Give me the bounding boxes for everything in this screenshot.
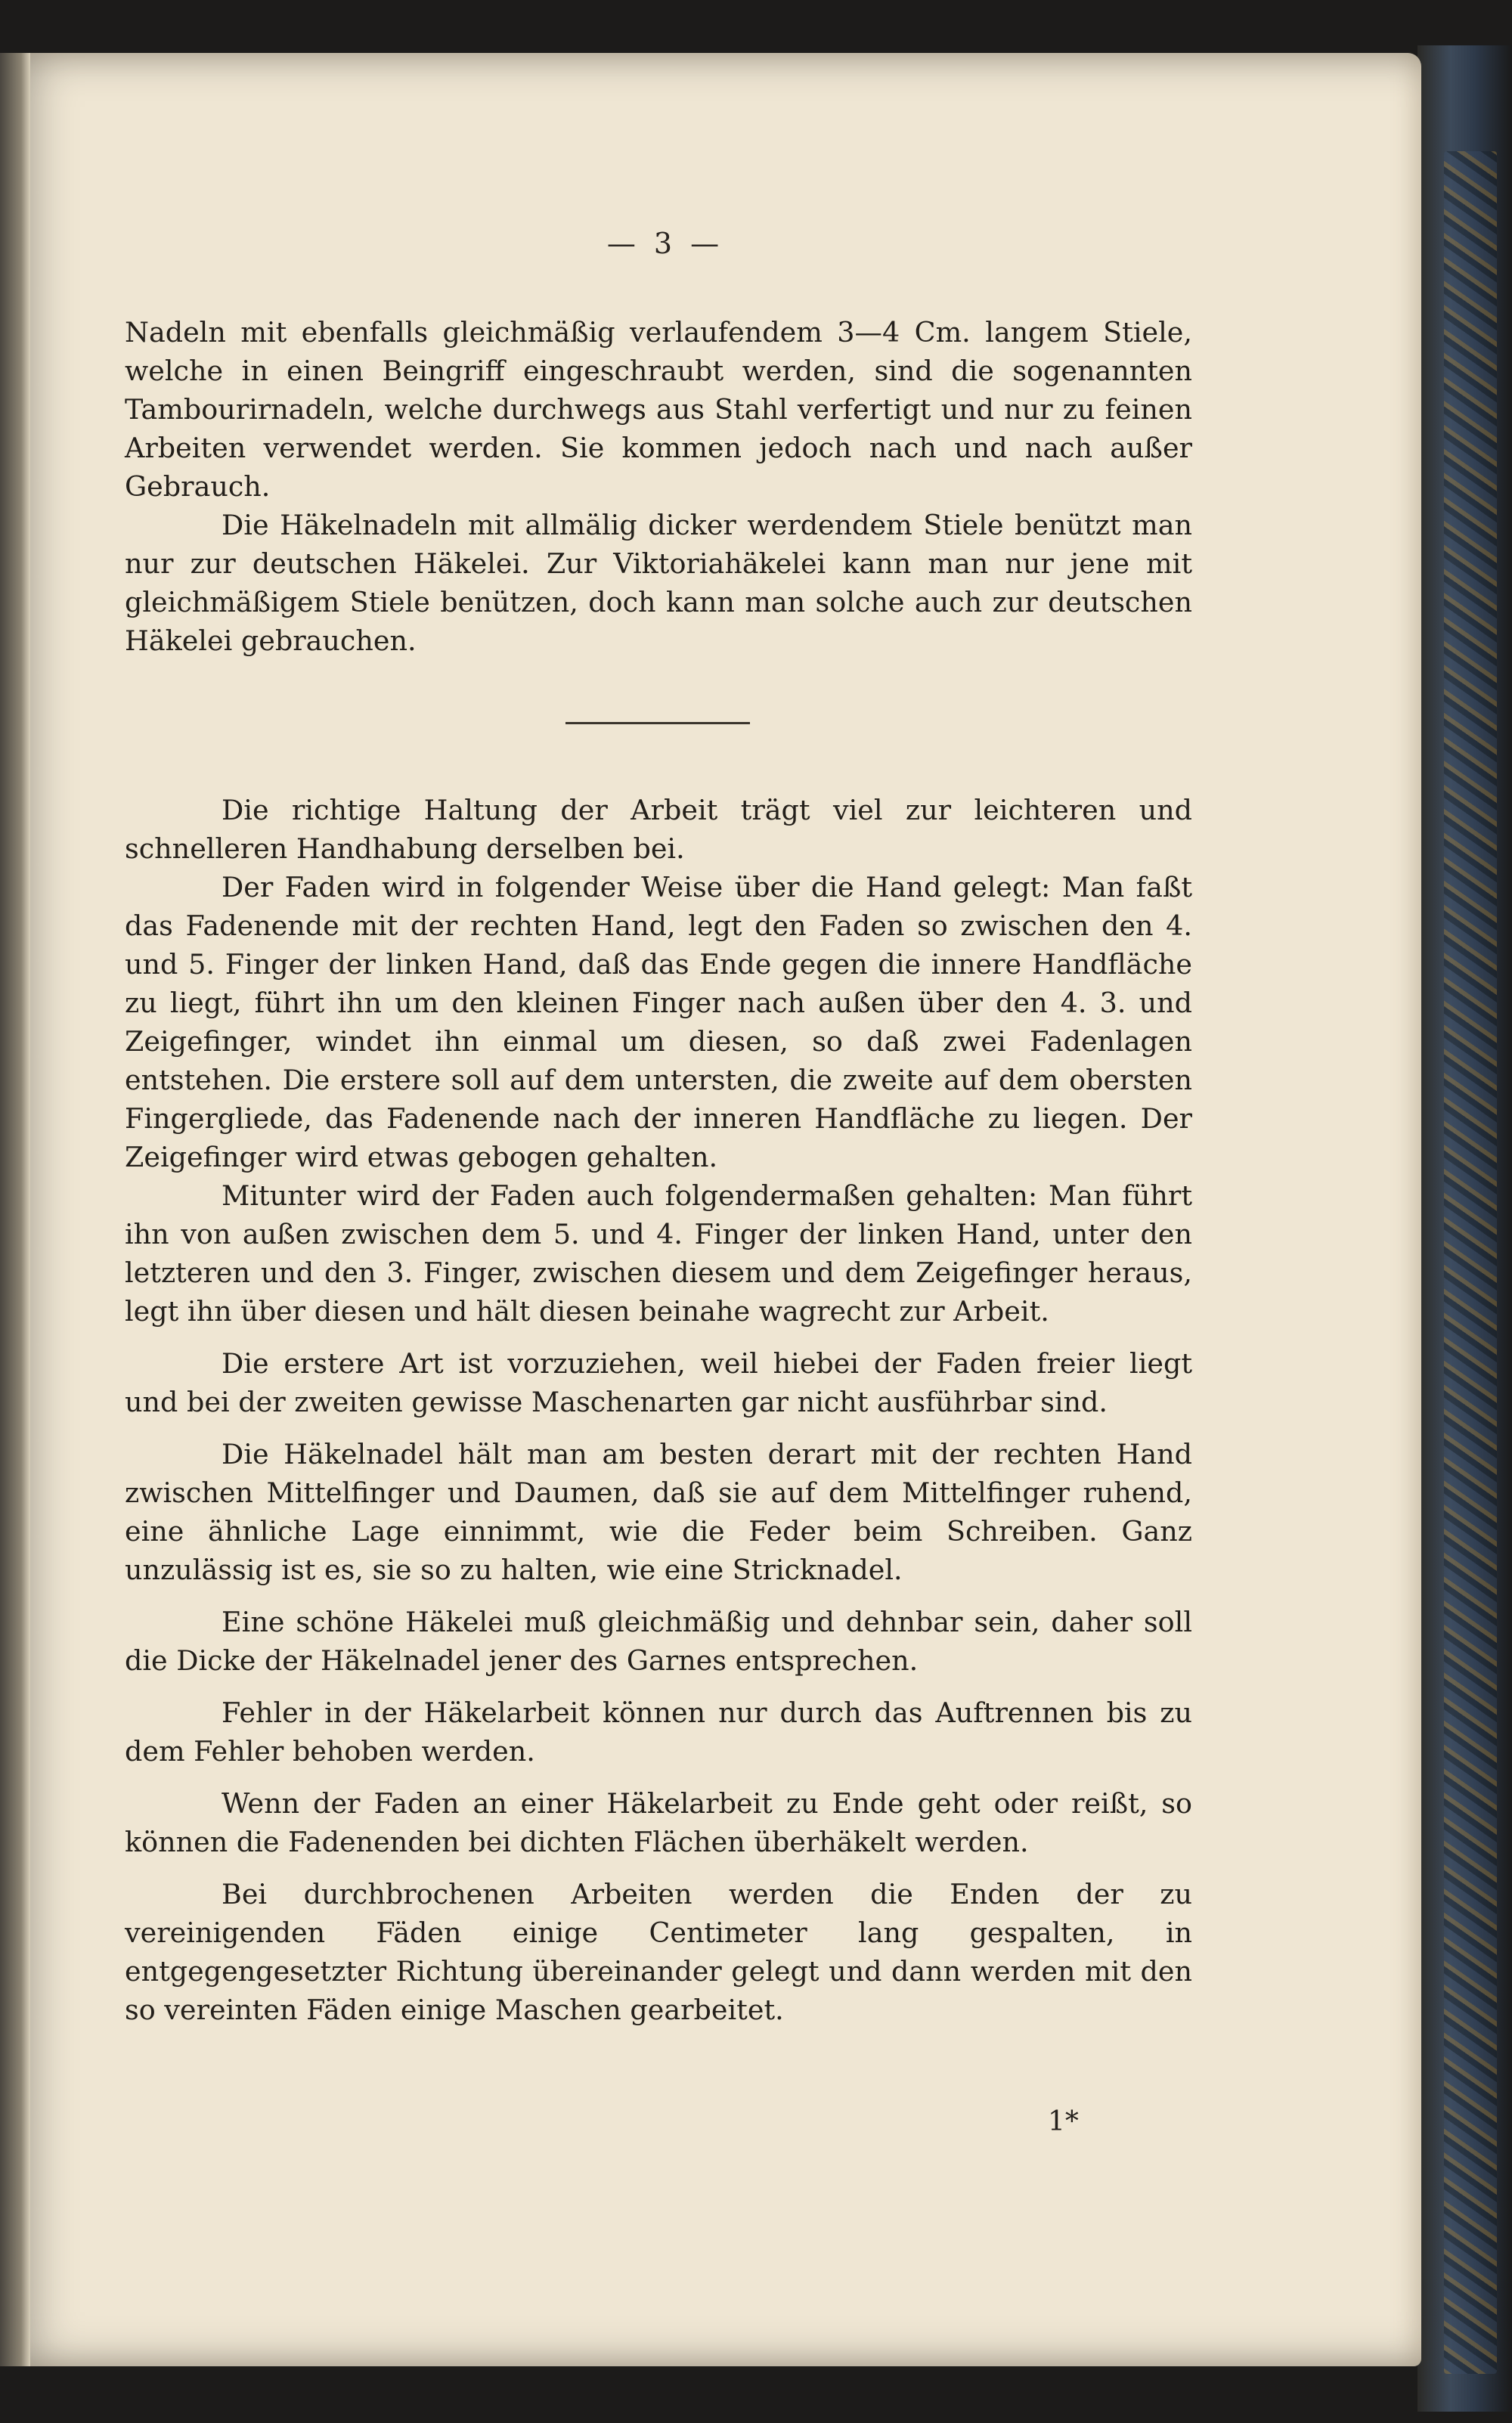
paragraph: Die Häkelnadel hält man am besten derart mit der rechten Hand zwischen Mittelfinger und Daumen, daß sie auf dem Mittelfinger ruhend, eine ähnliche Lage einnimmt, wie die Feder beim Schreiben. Ganz unzulässig ist es, sie so zu halten, wie eine Stricknadel.	[125, 1438, 1192, 1586]
paragraph: Eine schöne Häkelei muß gleichmäßig und dehnbar sein, daher soll die Dicke der Häkelnadel jener des Garnes entsprechen.	[125, 1606, 1192, 1677]
section-divider	[565, 722, 750, 724]
signature-mark: 1*	[1048, 2106, 1079, 2137]
book-binding-gutter	[0, 53, 30, 2366]
paragraph: Wenn der Faden an einer Häkelarbeit zu Ende geht oder reißt, so können die Fadenenden bei dichten Flächen überhäkelt werden.	[125, 1787, 1192, 1858]
paragraph: Die richtige Haltung der Arbeit trägt viel zur leichteren und schnelleren Handhabung derselben bei.	[125, 794, 1192, 865]
book-cover-edge	[1418, 45, 1512, 2412]
paragraph: Die Häkelnadeln mit allmälig dicker werdendem Stiele benützt man nur zur deutschen Häkelei. Zur Viktoriahäkelei kann man nur jene mit gleichmäßigem Stiele benützen, doch kann man solche auch zur deutschen Häkelei gebrauchen.	[125, 509, 1192, 657]
paragraph: Der Faden wird in folgender Weise über die Hand gelegt: Man faßt das Fadenende mit der rechten Hand, legt den Faden so zwischen den 4. und 5. Finger der linken Hand, daß das Ende gegen die innere Handfläche zu liegt, führt ihn um den kleinen Finger nach außen über den 4. 3. und Zeigefinger, windet ihn einmal um diesen, so daß zwei Fadenlagen entstehen. Die erstere soll auf dem untersten, die zweite auf dem obersten Fingergliede, das Fadenende nach der inneren Handfläche zu liegen. Der Zeigefinger wird etwas gebogen gehalten.	[125, 871, 1192, 1173]
text-section-posture	[125, 791, 1192, 2029]
paragraph: Fehler in der Häkelarbeit können nur durch das Auftrennen bis zu dem Fehler behoben werden.	[125, 1696, 1192, 1768]
paragraph: Bei durchbrochenen Arbeiten werden die Enden der zu vereinigenden Fäden einige Centimeter lang gespalten, in entgegengesetzter Richtung übereinander gelegt und dann werden mit den so vereinten Fäden einige Maschen gearbeitet.	[125, 1878, 1192, 2026]
paragraph: Mitunter wird der Faden auch folgendermaßen gehalten: Man führt ihn von außen zwischen dem 5. und 4. Finger der linken Hand, unter den letzteren und den 3. Finger, zwischen diesem und dem Zeigefinger heraus, legt ihn über diesen und hält diesen beinahe wagrecht zur Arbeit.	[125, 1179, 1192, 1328]
page-number: — 3 —	[606, 227, 724, 260]
paragraph: Die erstere Art ist vorzuziehen, weil hiebei der Faden freier liegt und bei der zweiten gewisse Maschenarten gar nicht ausführbar sind.	[125, 1347, 1192, 1418]
paragraph: Nadeln mit ebenfalls gleichmäßig verlaufendem 3—4 Cm. langem Stiele, welche in einen Beingriff eingeschraubt werden, sind die sogenannten Tambourirnadeln, welche durchwegs aus Stahl verfertigt und nur zu feinen Arbeiten verwendet werden. Sie kommen jedoch nach und nach außer Gebrauch.	[125, 316, 1192, 503]
text-section-tools	[125, 313, 1192, 660]
marbled-cover-pattern	[1444, 151, 1497, 2374]
